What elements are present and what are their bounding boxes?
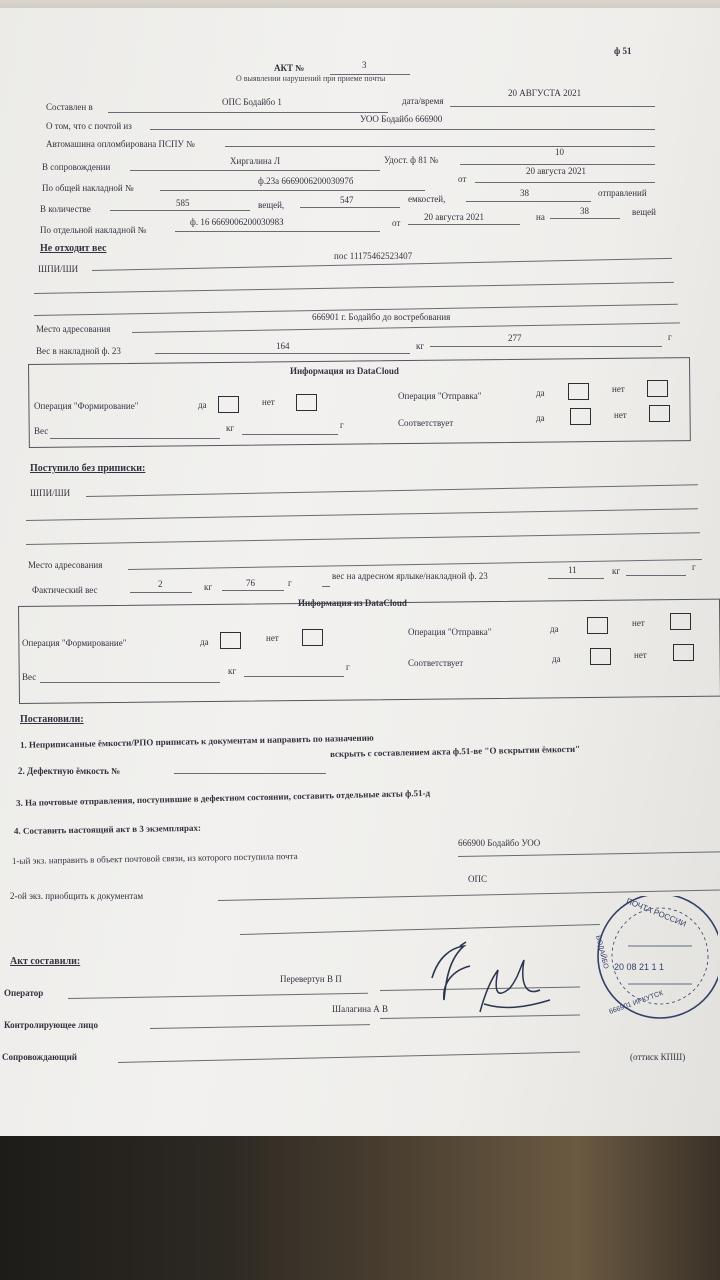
section1-shpi-label: ШПИ/ШИ <box>38 264 79 274</box>
datacloud1-send-yes-label: да <box>536 388 545 398</box>
resolution-item-2-label: 2. Дефектную ёмкость № <box>18 766 121 776</box>
section1-shpi-value: пос 11175462523407 <box>334 251 413 261</box>
datacloud2-send-no-checkbox[interactable] <box>670 613 691 630</box>
datacloud1-match-no-label: нет <box>614 410 627 420</box>
datacloud1-match-yes-label: да <box>536 413 545 423</box>
section2-actual-g: 76 <box>246 578 255 588</box>
section2-title: Поступило без приписки: <box>30 463 146 474</box>
datacloud1-match-label: Соответствует <box>398 418 454 428</box>
datacloud1-send-yes-checkbox[interactable] <box>568 383 589 400</box>
datacloud1-g-label: г <box>340 420 344 430</box>
datacloud1-form-yes-label: да <box>198 400 207 410</box>
separate-invoice-value: ф. 16 666900620003098З <box>190 217 284 227</box>
separate-things-label: вещей <box>632 207 656 217</box>
datacloud1-send-no-checkbox[interactable] <box>647 380 668 397</box>
section1-weight-kg: 164 <box>276 341 290 351</box>
section2-address-label: Место адресования <box>28 560 103 570</box>
na-label: на <box>536 212 545 222</box>
separate-from-label: от <box>392 218 401 228</box>
section2-g2-label: г <box>692 562 696 572</box>
datacloud2-form-yes-label: да <box>200 637 209 647</box>
section1-address-value: 666901 г. Бодайбо до востребования <box>312 312 451 322</box>
copy1-label: 1-ый экз. направить в объект почтовой связи, из которого поступила почта <box>11 851 298 866</box>
signature-operator <box>420 938 560 1028</box>
stamp-bottom-text: 666901 ИРКУТСК <box>608 989 665 1016</box>
section1-kg-label: кг <box>416 341 425 351</box>
datacloud2-send-yes-label: да <box>550 624 559 634</box>
containers-label: емкостей, <box>408 194 446 204</box>
composed-in-value: ОПС Бодайбо 1 <box>222 97 282 107</box>
controller-value: Шалагина А В <box>332 1004 388 1014</box>
form-code: ф 51 <box>614 46 632 56</box>
datacloud1-form-no-label: нет <box>262 397 275 407</box>
signers-title: Акт составили: <box>10 956 81 967</box>
section2-label-kg: 11 <box>568 565 577 575</box>
shipments-value: 38 <box>520 188 529 198</box>
act-title: АКТ № <box>274 63 305 73</box>
background-floor <box>0 1136 720 1280</box>
datacloud2-match-yes-label: да <box>552 654 561 664</box>
stamp-left-text: БОДАЙБО <box>594 934 610 970</box>
containers-value: 547 <box>340 195 354 205</box>
general-invoice-label: По общей накладной № <box>42 183 134 193</box>
section2-kg-label: кг <box>204 582 213 592</box>
section2-label-weight-label: вес на адресном ярлыке/накладной ф. 23 <box>332 571 488 581</box>
stamp-top-text: ПОЧТА РОССИИ <box>624 896 688 929</box>
quantity-label: В количестве <box>40 204 91 214</box>
copy1-value: 666900 Бодайбо УОО <box>458 838 541 848</box>
datacloud2-send-no-label: нет <box>632 618 645 628</box>
operator-value: Перевертун В П <box>280 974 342 984</box>
shipments-label: отправлений <box>598 188 647 198</box>
composed-in-label: Составлен в <box>46 102 93 112</box>
datacloud-panel-2 <box>18 599 720 704</box>
stamp-caption: (оттиск КПШ) <box>630 1052 686 1062</box>
section2-actual-weight-label: Фактический вес <box>32 585 98 595</box>
resolution-item-1: 1. Неприписанные ёмкости/РПО приписать к документам и направить по назначению <box>19 732 374 750</box>
datacloud2-op-send-label: Операция "Отправка" <box>408 627 492 637</box>
udost-value: 10 <box>555 147 564 157</box>
section1-weight-g: 277 <box>508 333 522 343</box>
datacloud1-op-form-label: Операция "Формирование" <box>34 401 139 411</box>
section1-weight-label: Вес в накладной ф. 23 <box>36 346 121 356</box>
act-subtitle: О выявлении нарушений при приеме почты <box>236 74 386 83</box>
datacloud1-match-yes-checkbox[interactable] <box>570 408 591 425</box>
datacloud2-match-no-checkbox[interactable] <box>673 644 694 661</box>
section2-label-kg-unit: кг <box>612 566 621 576</box>
datacloud2-title: Информация из DataCloud <box>298 598 407 608</box>
copy2-label: 2-ой экз. приобщить к документам <box>10 891 144 901</box>
controller-label: Контролирующее лицо <box>4 1020 98 1030</box>
stamp-date: 20 08 21 1 1 <box>614 962 665 972</box>
datetime-label: дата/время <box>402 96 444 106</box>
datacloud2-form-yes-checkbox[interactable] <box>220 632 241 649</box>
separate-invoice-label: По отдельной накладной № <box>40 225 147 235</box>
datacloud2-kg-label: кг <box>228 666 237 676</box>
section2-g-label: г <box>288 578 292 588</box>
vehicle-label: Автомашина опломбирована ПСПУ № <box>46 139 195 149</box>
datetime-value: 20 АВГУСТА 2021 <box>508 88 582 98</box>
section2-shpi-label: ШПИ/ШИ <box>30 488 71 498</box>
operator-label: Оператор <box>4 988 44 998</box>
datacloud1-weight-label: Вес <box>34 426 49 436</box>
section1-g-label: г <box>668 332 672 342</box>
datacloud1-title: Информация из DataCloud <box>290 366 399 376</box>
copy2-value: ОПС <box>468 874 488 884</box>
datacloud2-op-form-label: Операция "Формирование" <box>22 638 127 648</box>
resolution-item-2-suffix: вскрыть с составлением акта ф.51-ве "О вскрытии ёмкости" <box>329 743 581 759</box>
resolution-item-4: 4. Составить настоящий акт в 3 экземплярах: <box>13 822 201 836</box>
document-sheet <box>0 8 720 1136</box>
datacloud1-match-no-checkbox[interactable] <box>649 405 670 422</box>
datacloud2-match-yes-checkbox[interactable] <box>590 648 611 665</box>
datacloud2-match-no-label: нет <box>634 650 647 660</box>
things-label: вещей, <box>258 200 285 210</box>
general-invoice-date: 20 августа 2021 <box>526 166 586 176</box>
datacloud2-match-label: Соответствует <box>408 658 464 668</box>
postal-stamp <box>588 896 718 1036</box>
general-from-label: от <box>458 174 467 184</box>
escort-value: Хиргалина Л <box>230 156 281 166</box>
datacloud2-g-label: г <box>346 662 350 672</box>
datacloud1-op-send-label: Операция "Отправка" <box>398 391 482 401</box>
datacloud2-form-no-label: нет <box>266 633 279 643</box>
datacloud1-form-yes-checkbox[interactable] <box>218 396 239 413</box>
section2-actual-kg: 2 <box>158 579 163 589</box>
datacloud2-send-yes-checkbox[interactable] <box>587 617 608 634</box>
general-invoice-value: ф.23а 666900620003097б <box>258 176 354 186</box>
udost-label: Удост. ф 81 № <box>384 155 439 165</box>
escort-label: В сопровождении <box>42 162 111 172</box>
datacloud1-send-no-label: нет <box>612 384 625 394</box>
about-label: О том, что с почтой из <box>46 121 132 131</box>
separate-things-value: 38 <box>580 206 589 216</box>
datacloud1-kg-label: кг <box>226 423 235 433</box>
section1-address-label: Место адресования <box>36 324 111 334</box>
datacloud1-form-no-checkbox[interactable] <box>296 394 317 411</box>
escort-signer-label: Сопровождающий <box>2 1052 77 1062</box>
separate-invoice-date: 20 августа 2021 <box>424 212 484 222</box>
datacloud2-weight-label: Вес <box>22 672 37 682</box>
datacloud2-form-no-checkbox[interactable] <box>302 629 323 646</box>
act-number: 3 <box>362 60 367 70</box>
resolution-title: Постановили: <box>20 714 84 725</box>
resolution-item-3: 3. На почтовые отправления, поступившие в дефектном состоянии, составить отдельные акты ф.51-д <box>15 787 431 808</box>
quantity-value: 585 <box>176 198 190 208</box>
about-value: УОО Бодайбо 666900 <box>360 114 443 124</box>
section1-title: Не отходит вес <box>40 243 107 254</box>
